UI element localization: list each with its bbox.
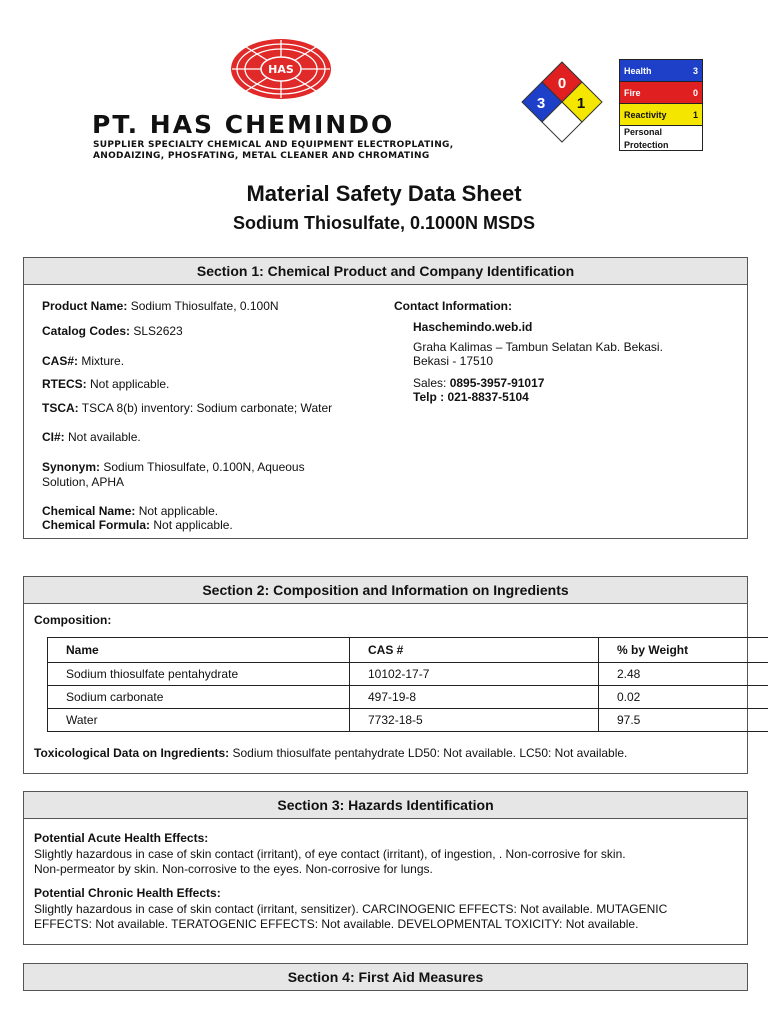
logo-text: HAS [268,63,294,76]
composition-label: Composition: [34,613,112,627]
section-heading: Section 2: Composition and Information on Ingredients [24,577,747,604]
company-tagline [93,140,453,162]
hazard-fire-row [620,82,702,104]
table-cell: 0.02 [599,686,768,709]
address-line-2: Bekasi - 17510 [413,354,494,368]
nfpa-diamond-icon [520,60,604,144]
tagline-line-1: SUPPLIER SPECIALTY CHEMICAL AND EQUIPMENT ELECTROPLATING, [93,140,454,150]
nfpa-health-value: 3 [536,95,546,112]
acute-effects-label: Potential Acute Health Effects: [34,831,209,845]
acute-effects-text-1: Slightly hazardous in case of skin contact (irritant), of eye contact (irritant), of ingestion, . Non-corrosive for skin. [34,847,626,861]
page-title: Material Safety Data Sheet [246,181,522,206]
company-name: PT. HAS CHEMINDO [92,110,395,139]
section-heading: Section 3: Hazards Identification [24,792,747,819]
hazard-value: 0 [692,87,698,98]
table-cell: 97.5 [599,709,768,732]
column-header: % by Weight [599,638,768,663]
hazard-label: Reactivity [624,109,667,120]
cas-line: CAS#: Mixture. [42,354,125,368]
hazard-label: Protection [624,140,669,150]
nfpa-fire-value: 0 [557,75,567,92]
toxicological-data-line: Toxicological Data on Ingredients: Sodium thiosulfate pentahydrate LD50: Not available. LC50: Not available. [34,746,628,760]
page-subtitle: Sodium Thiosulfate, 0.1000N MSDS [232,213,536,233]
nfpa-reactivity-value: 1 [576,95,586,112]
section-heading: Section 4: First Aid Measures [24,964,747,990]
column-header: CAS # [350,638,599,663]
table-header-row [48,638,768,663]
table-cell: 7732-18-5 [350,709,599,732]
catalog-codes-line: Catalog Codes: SLS2623 [42,324,183,338]
contact-info-label: Contact Information: [394,299,512,313]
hazard-personal-protection-row [620,126,702,150]
hazard-health-row [620,60,702,82]
table-row [48,686,768,709]
table-cell: 497-19-8 [350,686,599,709]
hazard-label: Health [624,65,652,76]
table-cell: 2.48 [599,663,768,686]
hazard-value: 1 [692,109,698,120]
has-logo-emblem [230,38,332,100]
hazard-label: Fire [624,87,641,98]
chronic-effects-text-2: EFFECTS: Not available. TERATOGENIC EFFECTS: Not available. DEVELOPMENTAL TOXICITY: Not available. [34,917,639,931]
ci-line: CI#: Not available. [42,430,141,444]
table-row [48,663,768,686]
section-4 [23,963,748,991]
hazard-label: Personal [624,127,663,137]
chemical-formula-line: Chemical Formula: Not applicable. [42,518,233,532]
product-name-line: Product Name: Sodium Thiosulfate, 0.100N [42,299,279,313]
table-cell: Sodium thiosulfate pentahydrate [48,663,350,686]
section-1 [23,257,748,539]
chronic-effects-text-1: Slightly hazardous in case of skin contact (irritant, sensitizer). CARCINOGENIC EFFECTS: Not available. MUTAGENIC [34,902,668,916]
hazard-rating-table [619,59,703,151]
chemical-name-line: Chemical Name: Not applicable. [42,504,219,518]
tsca-line: TSCA: TSCA 8(b) inventory: Sodium carbonate; Water [42,401,333,415]
tagline-line-2: ANODAIZING, PHOSFATING, METAL CLEANER AND CHROMATING [93,151,430,161]
address-line-1: Graha Kalimas – Tambun Selatan Kab. Bekasi. [413,340,663,354]
composition-table [47,637,768,732]
website-link[interactable]: Haschemindo.web.id [413,320,533,334]
section-3 [23,791,748,945]
table-cell: Sodium carbonate [48,686,350,709]
rtecs-line: RTECS: Not applicable. [42,377,170,391]
column-header: Name [48,638,350,663]
telp-phone: Telp : 021-8837-5104 [413,390,529,404]
table-cell: Water [48,709,350,732]
hazard-reactivity-row [620,104,702,126]
chronic-effects-label: Potential Chronic Health Effects: [34,886,221,900]
sales-phone: Sales: 0895-3957-91017 [413,376,545,390]
table-row [48,709,768,732]
acute-effects-text-2: Non-permeator by skin. Non-corrosive to the eyes. Non-corrosive for lungs. [34,862,433,876]
section-2 [23,576,748,774]
section-heading: Section 1: Chemical Product and Company Identification [24,258,747,285]
synonym-line-2: Solution, APHA [42,475,125,489]
hazard-value: 3 [692,65,698,76]
company-logo [58,32,490,172]
table-cell: 10102-17-7 [350,663,599,686]
synonym-line: Synonym: Sodium Thiosulfate, 0.100N, Aqueous [42,460,305,474]
